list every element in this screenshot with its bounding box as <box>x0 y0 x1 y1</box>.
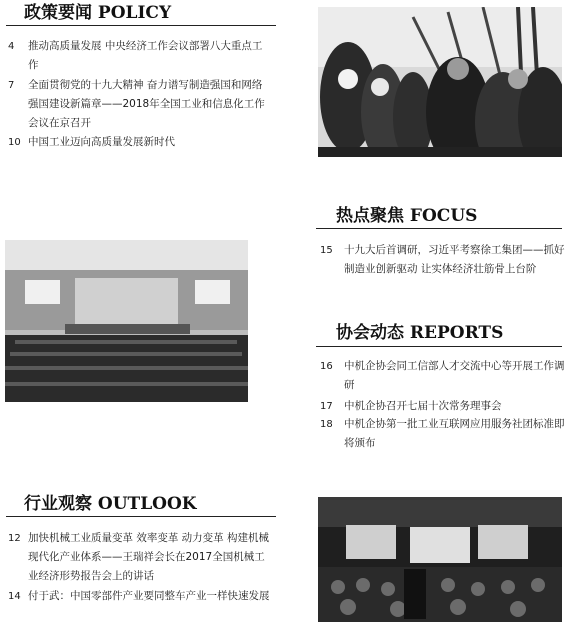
section-title-focus: 热点聚焦 FOCUS <box>336 206 478 226</box>
page-number: 17 <box>320 401 333 412</box>
section-rule-policy <box>6 25 276 26</box>
page-number: 12 <box>8 533 21 544</box>
entry-title: 全面贯彻党的十九大精神 奋力谱写制造强国和网络强国建设新篇章——2018年全国工业和信息化工作会议在京召开 <box>28 79 265 129</box>
entry-title: 推动高质量发展 中央经济工作会议部署八大重点工作 <box>28 40 263 71</box>
entry-title: 加快机械工业质量变革 效率变革 动力变革 构建机械现代化产业体系——王瑞祥会长在2017全国机械工业经济形势报告会上的讲话 <box>28 532 270 582</box>
page-number: 10 <box>8 137 21 148</box>
page-number: 7 <box>8 80 15 91</box>
section-title-reports: 协会动态 REPORTS <box>336 323 504 343</box>
entry-title: 中国工业迈向高质量发展新时代 <box>28 136 175 148</box>
entry-title: 十九大后首调研，习近平考察徐工集团——抓好制造业创新驱动 让实体经济壮筋骨上台阶 <box>344 244 565 275</box>
list-item[interactable] <box>320 241 566 279</box>
list-item[interactable] <box>8 529 270 586</box>
entry-title: 中机企协会同工信部人才交流中心等开展工作调研 <box>344 360 565 391</box>
section-rule-outlook <box>6 516 276 517</box>
section-title-outlook: 行业观察 OUTLOOK <box>24 494 197 514</box>
list-item[interactable] <box>320 357 566 395</box>
section-rule-reports <box>316 346 562 347</box>
entry-title: 付于武：中国零部件产业要同整车产业一样快速发展 <box>28 590 270 602</box>
photo-inspection <box>318 7 562 157</box>
entry-title: 中机企协召开七届十次常务理事会 <box>344 400 502 412</box>
page-number: 15 <box>320 245 333 256</box>
list-item[interactable] <box>8 133 270 152</box>
photo-conference <box>5 240 248 402</box>
list-item[interactable] <box>8 37 270 75</box>
page-number: 16 <box>320 361 333 372</box>
photo-meeting <box>318 497 562 622</box>
page-number: 4 <box>8 41 15 52</box>
page-number: 18 <box>320 419 333 430</box>
list-item[interactable] <box>8 587 270 606</box>
list-item[interactable] <box>8 76 270 133</box>
section-rule-focus <box>316 228 562 229</box>
page-number: 14 <box>8 591 21 602</box>
list-item[interactable] <box>320 397 566 416</box>
section-title-policy: 政策要闻 POLICY <box>24 3 172 23</box>
list-item[interactable] <box>320 415 566 453</box>
entry-title: 中机企协第一批工业互联网应用服务社团标准即将颁布 <box>344 418 565 449</box>
